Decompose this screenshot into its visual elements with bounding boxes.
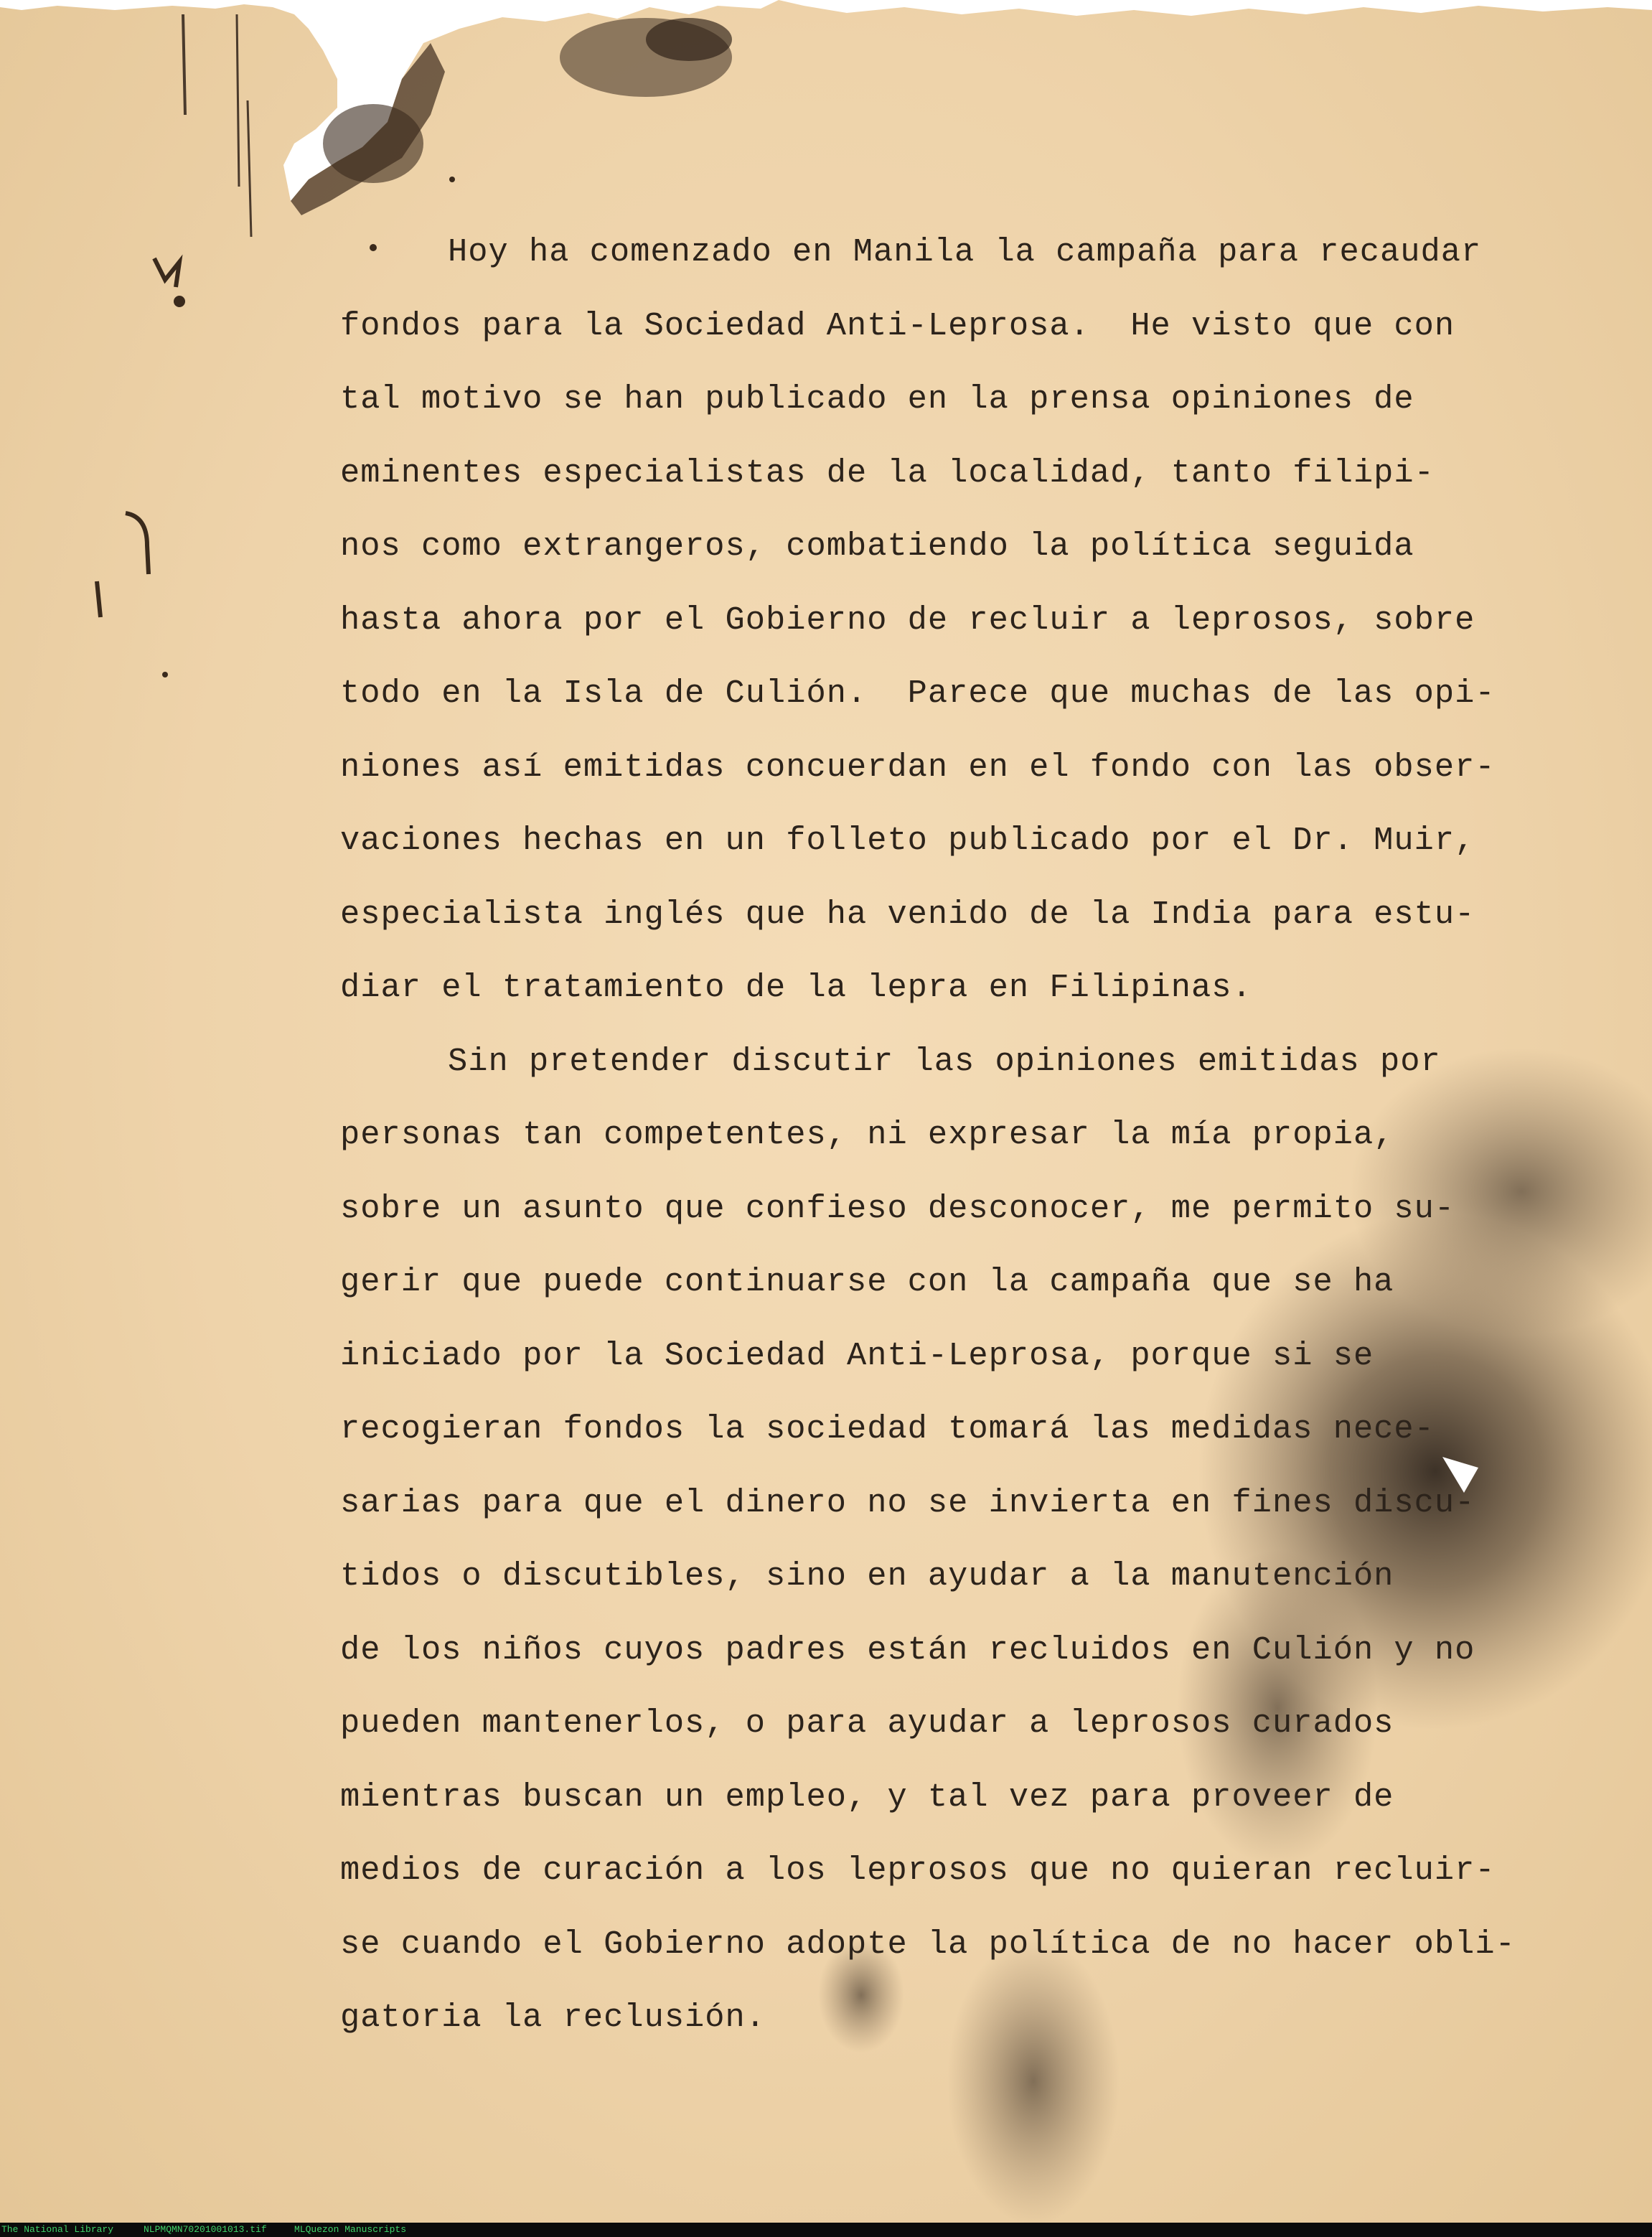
paragraph-1 [340,215,1603,1025]
text-line: tidos o discutibles, sino en ayudar a la manutención [340,1557,1394,1595]
text-line: se cuando el Gobierno adopte la política de no hacer obli- [340,1925,1516,1963]
text-line: eminentes especialistas de la localidad, tanto filipi- [340,454,1435,492]
text-line: especialista inglés que ha venido de la India para estu- [340,895,1475,933]
text-line: gatoria la reclusión. [340,1999,766,2036]
text-line: hasta ahora por el Gobierno de recluir a leprosos, sobre [340,601,1475,639]
text-line: diar el tratamiento de la lepra en Filipinas. [340,969,1252,1006]
text-line: fondos para la Sociedad Anti-Leprosa. He visto que con [340,306,1455,344]
footer-collection: MLQuezon Manuscripts [294,2224,407,2235]
typed-letter-body [340,215,1603,2055]
text-line: Hoy ha comenzado en Manila la campaña para recaudar [448,233,1482,271]
text-line: personas tan competentes, ni expresar la mía propia, [340,1116,1394,1153]
paragraph-2 [340,1025,1603,2055]
footer-file-name: NLPMQMN70201001013.tif [144,2224,267,2235]
text-line: tal motivo se han publicado en la prensa opiniones de [340,380,1414,418]
text-line: sarias para que el dinero no se invierta en fines discu- [340,1483,1475,1521]
scan-footer-bar [0,2223,1652,2237]
footer-institution: The National Library [1,2224,114,2235]
text-line: pueden mantenerlos, o para ayudar a leprosos curados [340,1704,1394,1742]
text-line: vaciones hechas en un folleto publicado por el Dr. Muir, [340,822,1475,859]
text-line: mientras buscan un empleo, y tal vez para proveer de [340,1778,1394,1816]
text-line: de los niños cuyos padres están recluidos en Culión y no [340,1631,1475,1669]
text-line: todo en la Isla de Culión. Parece que muchas de las opi- [340,675,1496,712]
text-line: niones así emitidas concuerdan en el fondo con las obser- [340,748,1496,786]
text-line: medios de curación a los leprosos que no quieran recluir- [340,1852,1496,1889]
text-line: sobre un asunto que confieso desconocer, me permito su- [340,1189,1455,1227]
text-line: iniciado por la Sociedad Anti-Leprosa, porque si se [340,1336,1374,1374]
text-line: gerir que puede continuarse con la campaña que se ha [340,1263,1394,1300]
text-line: Sin pretender discutir las opiniones emitidas por [448,1042,1441,1080]
text-line: recogieran fondos la sociedad tomará las medidas nece- [340,1410,1435,1448]
text-line: nos como extrangeros, combatiendo la política seguida [340,527,1414,565]
